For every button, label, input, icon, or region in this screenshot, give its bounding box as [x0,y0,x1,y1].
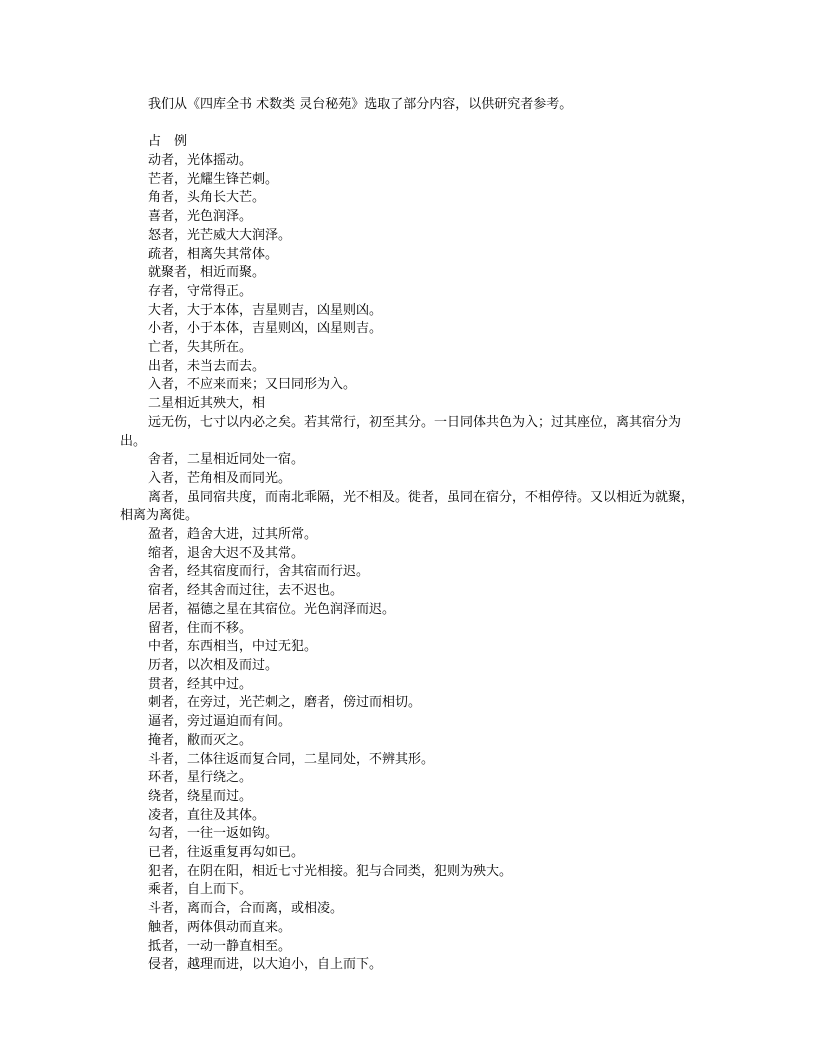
paragraph: 远无伤，七寸以内必之矣。若其常行，初至其分。一日同体共色为入；过其座位，离其宿分为出。 [120,414,682,449]
paragraph: 出者，未当去而去。 [148,358,266,374]
paragraph: 留者，住而不移。 [148,620,253,636]
paragraph: 动者，光体摇动。 [148,153,253,168]
paragraph: 逼者，旁过逼迫而有间。 [148,714,292,730]
paragraph: 凌者，直往及其体。 [148,807,266,823]
paragraph: 大者，大于本体，吉星则吉，凶星则凶。 [148,302,383,318]
paragraph: 疏者，相离失其常体。 [148,246,279,262]
paragraph: 缩者，退舍大迟不及其常。 [148,545,305,561]
paragraph: 历者，以次相及而过。 [148,657,279,673]
paragraph: 居者，福德之星在其宿位。光色润泽而迟。 [148,601,396,617]
paragraph: 舍者，经其宿度而行，舍其宿而行迟。 [148,564,370,580]
paragraph: 侵者，越理而进，以大迫小，自上而下。 [148,957,383,973]
paragraph: 宿者，经其舍而过往，去不迟也。 [148,583,344,599]
paragraph: 角者，头角长大芒。 [148,190,266,206]
paragraph: 勾者，一往一返如钩。 [148,826,279,842]
section-heading: 占 例 [148,134,188,149]
paragraph: 乘者，自上而下。 [148,882,253,898]
paragraph: 触者，两体俱动而直来。 [148,919,292,935]
paragraph: 掩者，敝而灭之。 [148,732,253,748]
paragraph: 就聚者，相近而聚。 [148,265,266,281]
paragraph: 环者，星行绕之。 [148,770,253,786]
intro-text: 我们从《四库全书 术数类 灵台秘苑》选取了部分内容，以供研究者参考。 [148,97,573,112]
paragraph: 斗者，二体往返而复合同，二星同处，不辨其形。 [148,751,435,767]
paragraph: 入者，芒角相及而同光。 [148,470,292,486]
paragraph: 抵者，一动一静直相至。 [148,938,292,954]
paragraph: 盈者，趋舍大进，过其所常。 [148,527,318,543]
paragraph: 存者，守常得正。 [148,283,253,299]
paragraph: 犯者，在阴在阳，相近七寸光相接。犯与合同类，犯则为殃大。 [148,863,513,879]
paragraph: 刺者，在旁过，光芒刺之，磨者，傍过而相切。 [148,695,422,711]
paragraph: 离者，虽同宿共度，而南北乖隔，光不相及。徙者，虽同在宿分，不相停待。又以相近为就聚，相离为离徙。 [120,489,695,524]
paragraph: 已者，往返重复再勾如已。 [148,845,305,861]
paragraph: 舍者，二星相近同处一宿。 [148,452,305,468]
paragraph: 亡者，失其所在。 [148,340,253,356]
body-text [120,152,700,975]
paragraph: 芒者，光耀生锋芒刺。 [148,171,279,187]
paragraph: 贯者，经其中过。 [148,676,253,692]
paragraph: 二星相近其殃大，相 [148,396,266,412]
paragraph: 怒者，光芒威大大润泽。 [148,227,292,243]
paragraph: 小者，小于本体，吉星则凶，凶星则吉。 [148,321,383,337]
paragraph: 中者，东西相当，中过无犯。 [148,639,318,655]
paragraph: 喜者，光色润泽。 [148,209,253,225]
paragraph: 绕者，绕星而过。 [148,788,253,804]
paragraph: 入者，不应来而来；又曰同形为入。 [148,377,357,393]
paragraph: 斗者，离而合，合而离，或相凌。 [148,901,344,917]
